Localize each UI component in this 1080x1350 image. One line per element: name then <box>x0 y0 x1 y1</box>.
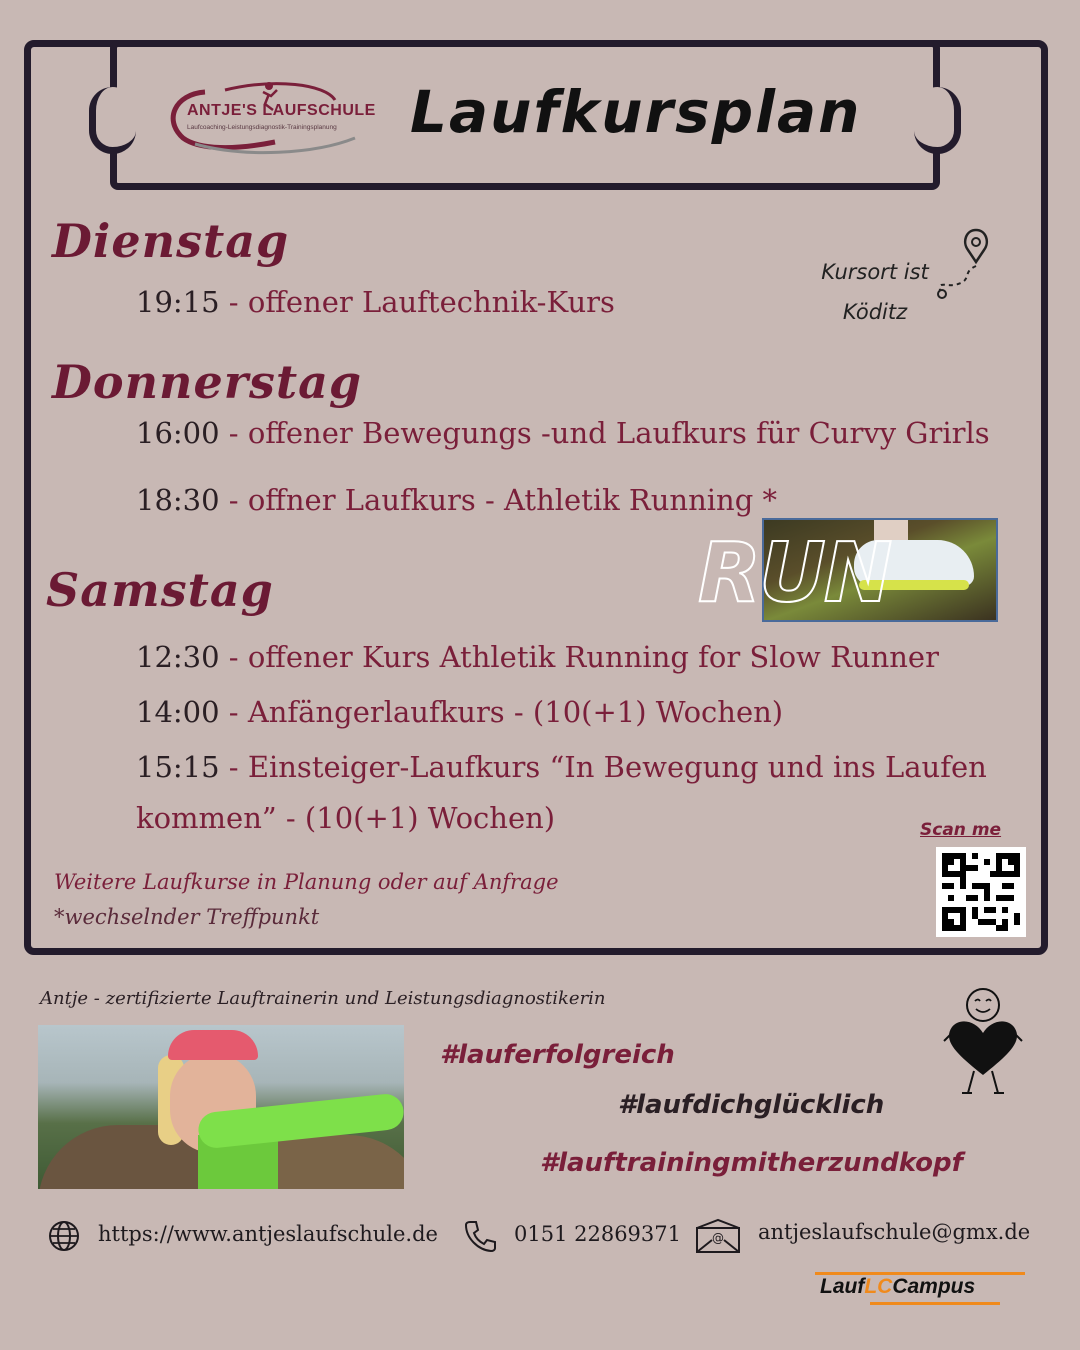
page-title: Laufkursplan <box>410 78 862 146</box>
entry-desc: - Anfängerlaufkurs - (10(+1) Wochen) <box>219 695 784 729</box>
logo-name: ANTJE'S LAUFSCHULE <box>187 102 376 119</box>
logo-subtitle: Laufcoaching-Leistungsdiagnostik-Trainingsplanung <box>187 124 337 131</box>
partner-name-1: Lauf <box>820 1275 865 1298</box>
laufschule-logo <box>165 80 375 160</box>
hashtag-3: #lauftrainingmitherzundkopf <box>540 1148 963 1178</box>
location-pin-icon <box>932 226 996 306</box>
partner-name-2: LC <box>864 1275 893 1298</box>
logo-swoosh-icon <box>165 80 375 160</box>
run-badge: RUN <box>698 526 891 621</box>
entry-samstag-1 <box>136 640 939 674</box>
hashtag-1: #lauferfolgreich <box>440 1040 675 1070</box>
entry-time: 15:15 <box>136 750 220 784</box>
day-dienstag: Dienstag <box>52 214 290 268</box>
entry-time: 14:00 <box>136 695 220 729</box>
entry-desc: - offner Laufkurs - Athletik Running * <box>219 483 778 517</box>
entry-time: 19:15 <box>136 285 220 319</box>
entry-dienstag-1 <box>136 285 615 319</box>
entry-donnerstag-1 <box>136 416 990 450</box>
location-line-1: Kursort ist <box>821 260 929 284</box>
smiley-heart-icon <box>938 985 1028 1100</box>
entry-samstag-2 <box>136 695 783 729</box>
entry-samstag-3-cont <box>136 801 555 835</box>
entry-time: 12:30 <box>136 640 220 674</box>
location-note <box>800 252 950 332</box>
phone-link[interactable]: 0151 22869371 <box>514 1222 682 1246</box>
entry-desc: - offener Bewegungs -und Laufkurs für Curvy Grirls <box>219 416 990 450</box>
trainer-photo <box>38 1025 404 1189</box>
hashtag-2: #laufdichglücklich <box>618 1090 885 1120</box>
entry-desc: kommen” - (10(+1) Wochen) <box>136 801 556 835</box>
more-courses-note: Weitere Laufkurse in Planung oder auf Anfrage <box>54 870 559 894</box>
location-line-2: Köditz <box>842 300 908 324</box>
photo-cap <box>168 1030 258 1060</box>
scan-label: Scan me <box>920 820 1002 840</box>
day-donnerstag: Donnerstag <box>52 355 363 409</box>
day-samstag: Samstag <box>46 563 274 617</box>
globe-icon <box>46 1218 82 1254</box>
entry-desc: - offener Kurs Athletik Running for Slow Runner <box>219 640 939 674</box>
laufcampus-logo <box>820 1275 975 1299</box>
trainer-bio: Antje - zertifizierte Lauftrainerin und Leistungsdiagnostikerin <box>40 988 606 1009</box>
entry-desc: - Einsteiger-Laufkurs “In Bewegung und ins Laufen <box>219 750 987 784</box>
mail-icon <box>694 1218 742 1254</box>
entry-desc: - offener Lauftechnik-Kurs <box>219 285 615 319</box>
website-link[interactable]: https://www.antjeslaufschule.de <box>98 1222 438 1246</box>
email-link[interactable]: antjeslaufschule@gmx.de <box>758 1220 1031 1244</box>
qr-code[interactable] <box>936 847 1026 937</box>
meeting-point-note: *wechselnder Treffpunkt <box>54 905 320 929</box>
entry-samstag-3 <box>136 750 987 784</box>
partner-accent-line <box>870 1302 1000 1305</box>
phone-icon <box>462 1218 498 1254</box>
entry-donnerstag-2 <box>136 483 777 517</box>
partner-name-3: Campus <box>892 1275 976 1298</box>
entry-time: 16:00 <box>136 416 220 450</box>
entry-time: 18:30 <box>136 483 220 517</box>
qr-code-icon <box>942 853 1020 931</box>
svg-text:@: @ <box>712 1231 724 1245</box>
